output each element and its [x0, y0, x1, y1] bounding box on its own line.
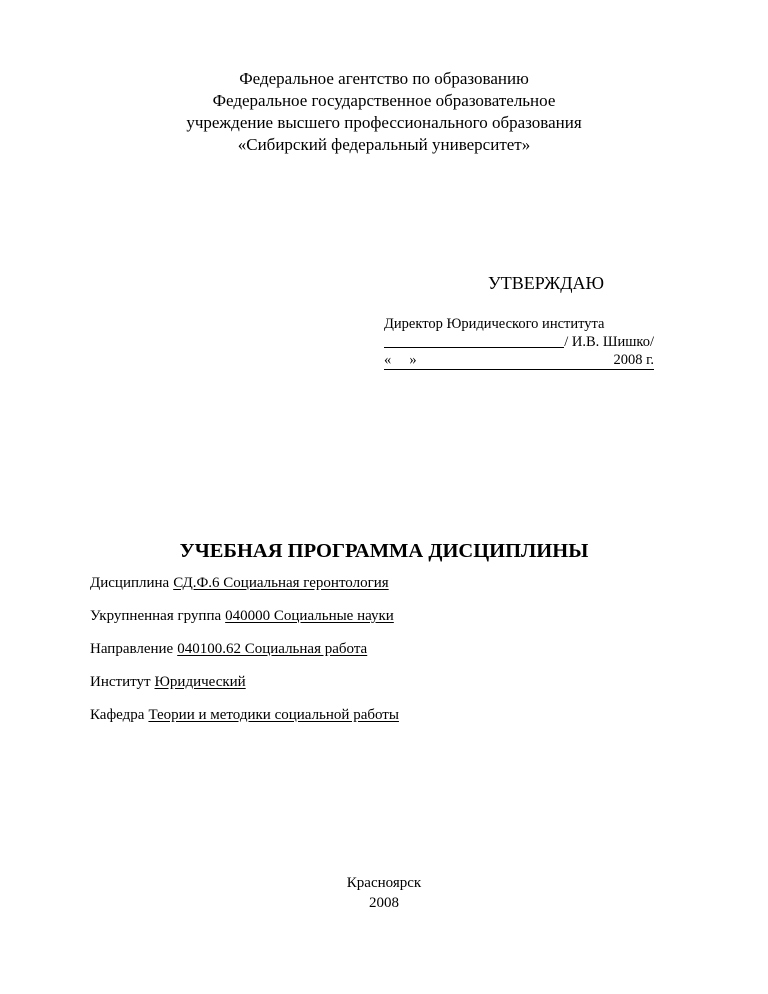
field-discipline-value: СД.Ф.6 Социальная геронтология — [173, 575, 389, 591]
field-group-value: 040000 Социальные науки — [225, 608, 394, 624]
header-line-agency: Федеральное агентство по образованию — [239, 69, 529, 88]
signature-line — [384, 333, 654, 351]
approval-date-line — [384, 351, 654, 370]
header-line-institution-level: учреждение высшего профессионального образования — [186, 113, 582, 132]
document-footer — [0, 873, 768, 913]
approval-position — [384, 315, 654, 333]
field-department-value: Теории и методики социальной работы — [148, 707, 399, 723]
approval-position-text: Директор Юридического института — [384, 316, 605, 332]
field-discipline-label: Дисциплина — [90, 575, 170, 591]
field-direction-value: 040100.62 Социальная работа — [177, 641, 368, 657]
field-institute — [90, 672, 399, 705]
signature-name: / И.В. Шишко/ — [564, 334, 654, 350]
field-group — [90, 606, 399, 639]
document-title: УЧЕБНАЯ ПРОГРАММА ДИСЦИПЛИНЫ — [179, 540, 589, 562]
field-department — [90, 705, 399, 738]
footer-city: Красноярск — [346, 875, 422, 891]
field-department-label: Кафедра — [90, 707, 145, 723]
signature-blank — [384, 333, 564, 348]
field-direction — [90, 639, 399, 672]
header-line-institution-type: Федеральное государственное образовательное — [212, 91, 556, 110]
approval-date-quotes — [384, 351, 417, 369]
program-fields — [90, 573, 399, 738]
field-group-label: Укрупненная группа — [90, 608, 222, 624]
approval-block — [384, 315, 654, 370]
approval-title: УТВЕРЖДАЮ — [488, 273, 605, 293]
approval-date-year: 2008 г. — [613, 352, 654, 368]
date-close-quote: » — [409, 352, 417, 368]
field-institute-label: Институт — [90, 674, 151, 690]
header-line-university-name: «Сибирский федеральный университет» — [237, 135, 531, 154]
field-discipline — [90, 573, 399, 606]
organization-header — [0, 68, 768, 156]
date-open-quote: « — [384, 352, 392, 368]
footer-year: 2008 — [369, 895, 399, 911]
field-direction-label: Направление — [90, 641, 174, 657]
field-institute-value: Юридический — [154, 674, 246, 690]
